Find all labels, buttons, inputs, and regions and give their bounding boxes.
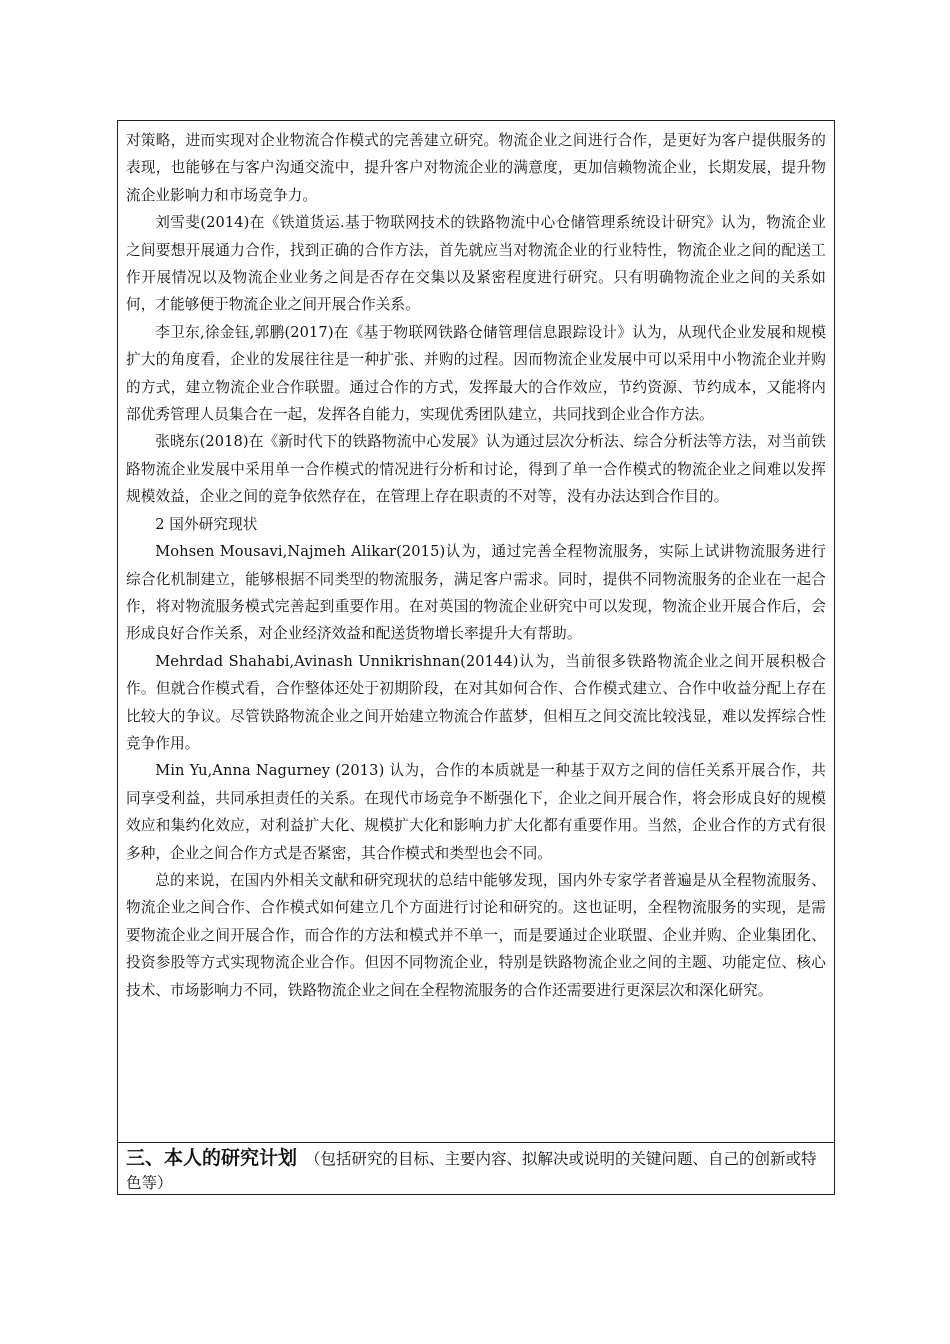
literature-review-cell (118, 121, 834, 1142)
paragraph-summary: 总的来说，在国内外相关文献和研究现状的总结中能够发现，国内外专家学者普遍是从全程物流服务、物流企业之间合作、合作模式如何建立几个方面进行讨论和研究的。这也证明，全程物流服务的实现，是需要物流企业之间开展合作，而合作的方法和模式并不单一，而是要通过企业联盟、企业并购、企业集团化、投资参股等方式实现物流企业合作。但因不同物流企业，特别是铁路物流企业之间的主题、功能定位、核心技术、市场影响力不同，铁路物流企业之间在全程物流服务的合作还需要进行更深层次和深化研究。 (126, 871, 826, 999)
paragraph-liu-xuefei: 刘雪斐(2014)在《铁道货运.基于物联网技术的铁路物流中心仓储管理系统设计研究》认为，物流企业之间要想开展通力合作，找到正确的合作方法，首先就应当对物流企业的行业特性，物流企业之间的配送工作开展情况以及物流企业业务之间是否存在交集以及紧密程度进行研究。只有明确物流企业之间的关系如何，才能够便于物流企业之间开展合作关系。 (126, 214, 826, 314)
paragraph-shahabi: Mehrdad Shahabi,Avinash Unnikrishnan(20144)认为，当前很多铁路物流企业之间开展积极合作。但就合作模式看，合作整体还处于初期阶段，在对其如何合作、合作模式建立、合作中收益分配上存在比较大的争议。尽管铁路物流企业之间开始建立物流合作蓝梦，但相互之间交流比较浅显，难以发挥综合性竞争作用。 (126, 652, 826, 752)
paragraph-mousavi: Mohsen Mousavi,Najmeh Alikar(2015)认为，通过完善全程物流服务，实际上试讲物流服务进行综合化机制建立，能够根据不同类型的物流服务，满足客户需求。同时，提供不同物流服务的企业在一起合作，将对物流服务模式完善起到重要作用。在对英国的物流企业研究中可以发现，物流企业开展合作后，会形成良好合作关系，对企业经济效益和配送货物增长率提升大有帮助。 (126, 543, 826, 643)
paragraph-continuation: 对策略，进而实现对企业物流合作模式的完善建立研究。物流企业之间进行合作，是更好为客户提供服务的表现，也能够在与客户沟通交流中，提升客户对物流企业的满意度，更加信赖物流企业，长期发展，提升物流企业影响力和市场竞争力。 (126, 132, 826, 204)
paragraph-min-yu: Min Yu,Anna Nagurney (2013) 认为，合作的本质就是一种基于双方之间的信任关系开展合作，共同享受利益，共同承担责任的关系。在现代市场竞争不断强化下，企业之间开展合作，将会形成良好的规模效应和集约化效应，对利益扩大化、规模扩大化和影响力扩大化都有重要作用。当然，企业合作的方式有很多种，企业之间合作方式是否紧密，其合作模式和类型也会不同。 (126, 762, 826, 862)
subheading-foreign-research: 2 国外研究现状 (155, 515, 258, 533)
section-note: （包括研究的目标、主要内容、拟解决或说明的关键问题、自己的创新或特色等） (126, 1150, 817, 1192)
paragraph-li-weidong: 李卫东,徐金钰,郭鹏(2017)在《基于物联网铁路仓储管理信息跟踪设计》认为，从现代企业发展和规模扩大的角度看，企业的发展往往是一种扩张、并购的过程。因而物流企业发展中可以采用中小物流企业并购的方式，建立物流企业合作联盟。通过合作的方式，发挥最大的合作效应，节约资源、节约成本，又能将内部优秀管理人员集合在一起，发挥各自能力，实现优秀团队建立，共同找到企业合作方法。 (126, 323, 826, 424)
research-plan-section-row (118, 1142, 834, 1194)
proposal-form-table (117, 120, 835, 1195)
section-heading: 三、本人的研究计划 (126, 1147, 298, 1169)
paragraph-zhang-xiaodong: 张晓东(2018)在《新时代下的铁路物流中心发展》认为通过层次分析法、综合分析法等方法，对当前铁路物流企业发展中采用单一合作模式的情况进行分析和讨论，得到了单一合作模式的物流企业之间难以发挥规模效益，企业之间的竞争依然存在，在管理上存在职责的不对等，没有办法达到合作目的。 (126, 433, 826, 506)
